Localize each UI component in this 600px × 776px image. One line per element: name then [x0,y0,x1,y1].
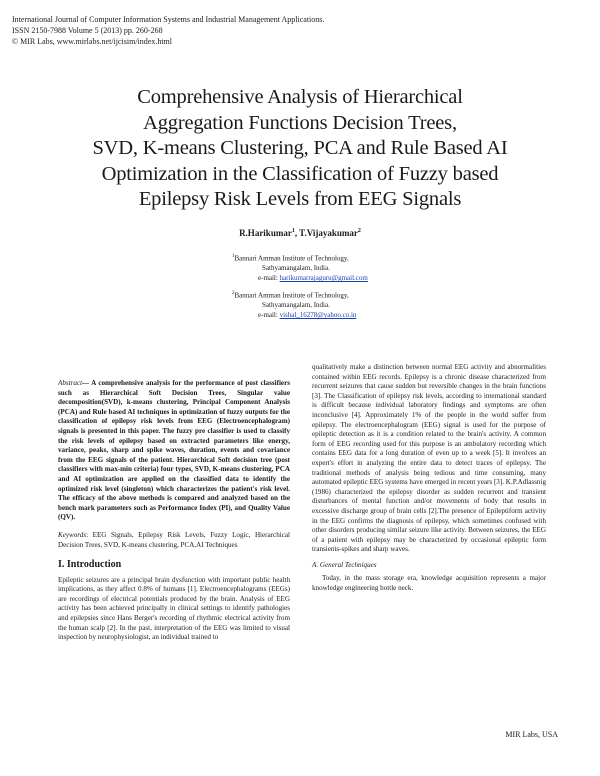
email-link[interactable]: harikumarrajaguru@gmail.com [279,274,368,283]
email-label: e-mail: [258,274,278,283]
abstract-label: Abstract [58,379,83,387]
title-line: Epilepsy Risk Levels from EEG Signals [138,188,462,210]
title-line: SVD, K-means Clustering, PCA and Rule Based AI [92,137,508,159]
author-2-sup: 2 [357,228,361,234]
abstract-text: — A comprehensive analysis for the performance of post classifiers such as Hierarchical Soft Decision Trees, Singular value decomposition(SVD), k-means clustering, Principal Component Analysis (PCA) and Rule based AI techniques in optimization of fuzzy outputs for the classification of epilepsy risk levels from EEG (Electroencephalogram) signals is presented in this paper. The fuzzy pre classifier is used to classify the risk levels of epilepsy based on extracted parameters like energy, variance, peaks, sharp and spike waves, duration, events and covariance from the EEG signals of the patient. Hierarchical Soft decision tree (post classifiers with max-min criteria) four types, SVD, K-means clustering, PCA and AI optimization are applied on the classified data to identify the optimized risk level (singleton) which characterizes the patient's risk level. The efficacy of the above methods is compared and analyzed based on the bench mark parameters such as Performance Index (PI), and Quality Value (QV). [58,379,290,522]
left-column [58,379,290,643]
affiliation-2 [232,289,356,320]
intro-paragraph: Epileptic seizures are a principal brain dysfunction with important public health implications, as they affect 0.8% of humans [1]. Electroencephalograms (EEGs) are recordings of electrical potentials produced by the brain. Analysis of EEG activity has been achieved principally in clinical settings to identify pathologies and epilepsies since Hans Berger's recording of rhythmic electrical activity from the human scalp [2]. In the past, interpretation of the EEG was limited to visual inspection by neurophysiologist, an individual trained to [58,575,290,642]
section-heading: I. Introduction [58,559,122,571]
title-line: Optimization in the Classification of Fuzzy based [101,162,499,185]
title-line: Comprehensive Analysis of Hierarchical [137,86,463,108]
issn-line: ISSN 2150-7988 Volume 5 (2013) pp. 260-268 [12,26,163,35]
journal-name: International Journal of Computer Information Systems and Industrial Management Applications. [12,15,325,24]
author-2: T.Vijayakumar [299,228,358,238]
affiliation-institute: Bannari Amman Institute of Technology, [234,254,349,263]
keywords-label: Keywords [58,530,87,539]
abstract [58,379,290,523]
copyright-line: © MIR Labs, www.mirlabs.net/ijcisim/index.html [12,37,172,46]
keywords [58,531,290,550]
paper-title [30,85,570,213]
keywords-text: : EEG Signals, Epilepsy Risk Levels, Fuzzy Logic, Hierarchical Decision Trees, SVD, K-means clustering, PCA,AI Techniques [58,530,290,549]
author-line [0,228,600,238]
author-1: R.Harikumar [239,228,292,238]
affiliation-sup: 2 [232,291,235,296]
author-separator: , [294,228,300,238]
affiliation-institute: Bannari Amman Institute of Technology, [234,291,349,300]
page-footer: MIR Labs, USA [505,730,558,739]
subsection-heading: A. General Techniques [312,560,377,569]
affiliation-city: Sathyamangalam, India. [262,264,330,273]
body-paragraph: qualitatively make a distinction between normal EEG activity and abnormalities contained within EEG records. Epilepsy is a chronic disease characterized from recurrent seizures that cause sudden but reversible changes in the brain functions [3]. The Classification of epilepsy risk levels, according to international standard is difficult because individual laboratory findings and symptoms are often inconclusive [4]. Approximately 1% of the people in the world suffer from epilepsy. The electroencephalogram (EEG) signal is used for the purpose of epileptic detection as it is a condition related to the brain's activity. A common form of EEG recording used for this purpose is an ambulatory recording which contains EEG data for a long duration of even up to a week [5]. It involves an expert's effort in analyzing the entire data to detect traces of epilepsy. The traditional methods of analysis being tedious and time consuming, many automated epileptic EEG systems have emerged in recent years [3]. K.P.Adlassnig (1986) characterized the epilepsy disorder as sudden recurrent and transient disturbances of mental function and/or movements of body that results in excessive discharge group of brain cells [2].The presence of Epileptiform activity in the EEG confirms the diagnosis of epilepsy, which sometimes confused with other disorders producing similar seizure like activity. Between seizures, the EEG of a patient with epilepsy may be characterized by occasional epileptic form transients-spikes and sharp waves. [312,363,546,554]
email-label: e-mail: [258,311,278,320]
author-1-sup: 1 [291,228,295,234]
affiliation-1 [232,252,368,283]
right-column [312,363,546,594]
email-link[interactable]: vishal_16278@yahoo.co.in [279,311,357,320]
affiliation-sup: 1 [232,254,235,259]
affiliation-city: Sathyamangalam, India. [262,301,330,310]
title-line: Aggregation Functions Decision Trees, [143,111,457,134]
body-paragraph: Today, in the mass storage era, knowledge acquisition represents a major knowledge engineering bottle neck. [312,574,546,593]
journal-header [12,14,324,47]
